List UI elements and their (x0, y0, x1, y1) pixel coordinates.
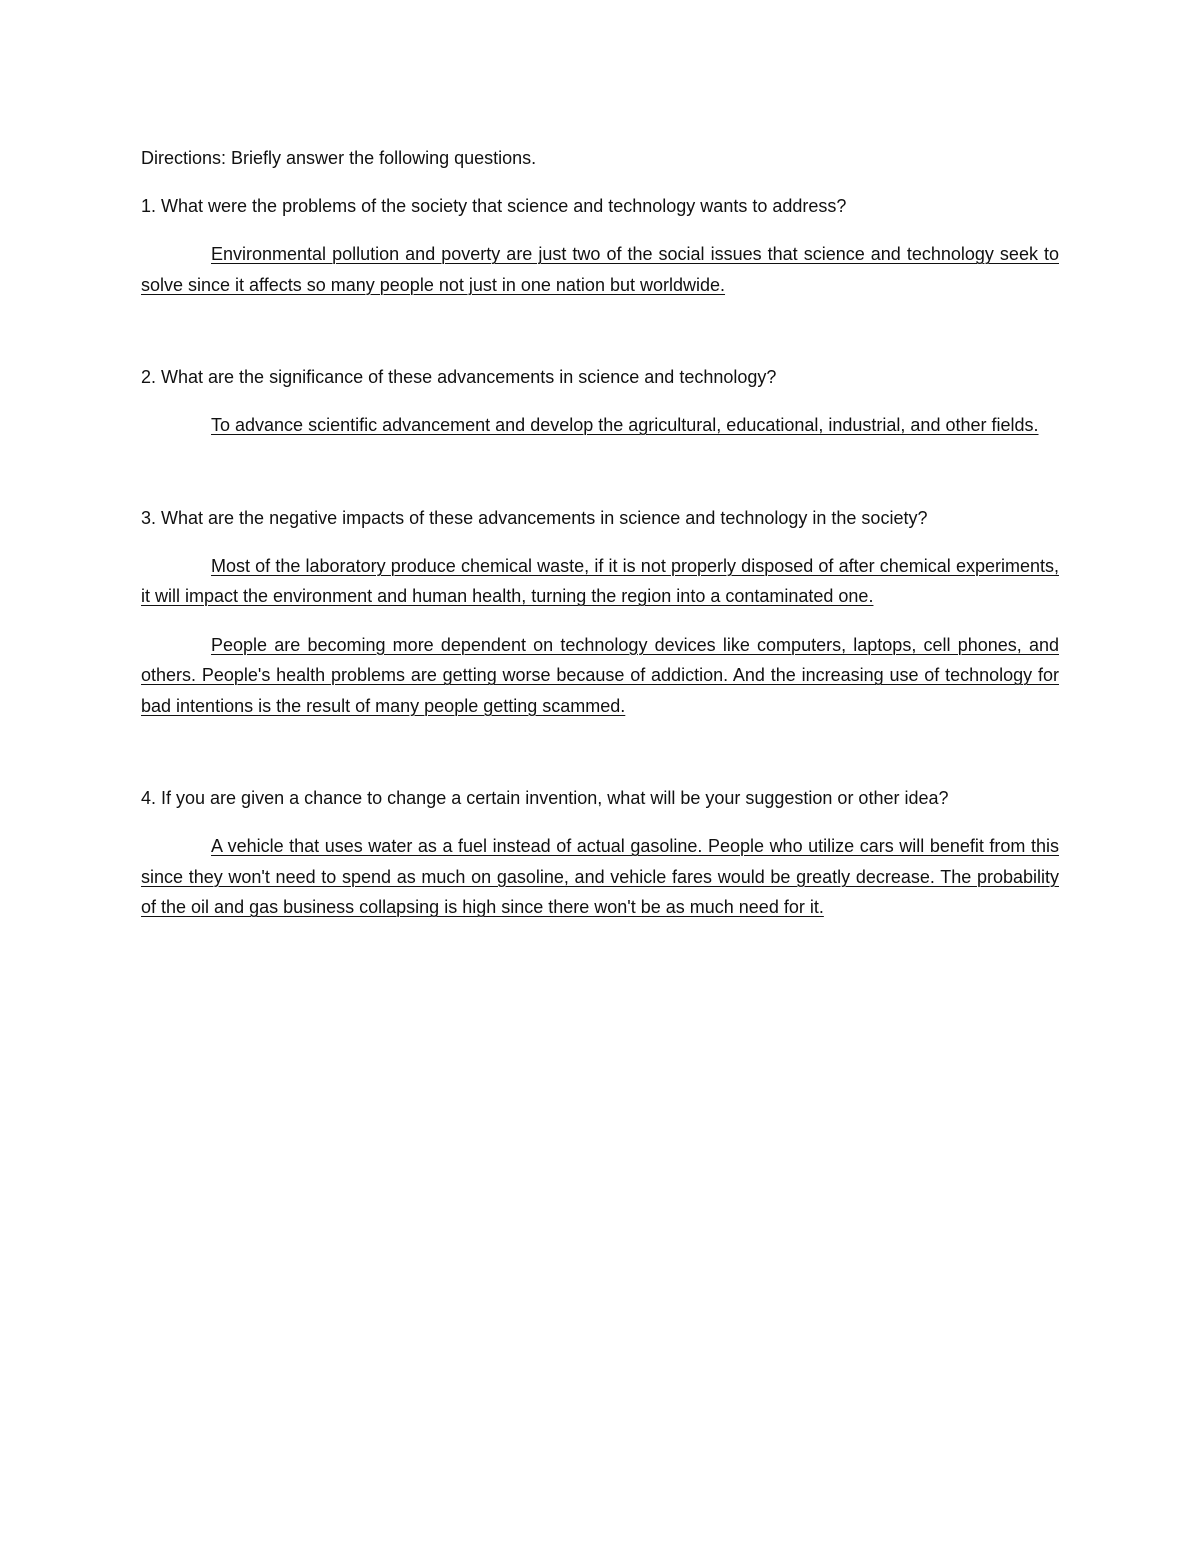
directions-text: Directions: Briefly answer the following questions. (141, 148, 537, 168)
answer-4: A vehicle that uses water as a fuel instead of actual gasoline. People who utilize cars will benefit from this since they won't need to spend as much on gasoline, and vehicle fares would be greatly decrease. The probability of the oil and gas business collapsing is high since there won't be as much need for it. (141, 836, 1059, 917)
question-3: 3. What are the negative impacts of these advancements in science and technology in the society? (141, 507, 928, 528)
question-block-4 (141, 783, 1059, 923)
question-2: 2. What are the significance of these advancements in science and technology? (141, 367, 777, 387)
answer-3b: People are becoming more dependent on technology devices like computers, laptops, cell phones, and others. People's health problems are getting worse because of addiction. And the increasing use of technology for bad intentions is the result of many people getting scammed. (141, 634, 1059, 716)
question-block-2 (141, 362, 1059, 441)
question-block-1 (141, 191, 1059, 300)
answer-2: To advance scientific advancement and develop the agricultural, educational, industrial, and other fields. (211, 415, 1039, 435)
question-block-3 (141, 503, 1059, 722)
answer-3a: Most of the laboratory produce chemical waste, if it is not properly disposed of after chemical experiments, it will impact the environment and human health, turning the region into a contaminated one. (141, 555, 1059, 606)
document-page (141, 143, 1059, 985)
question-4: 4. If you are given a chance to change a certain invention, what will be your suggestion or other idea? (141, 788, 949, 808)
question-1: 1. What were the problems of the society that science and technology wants to address? (141, 196, 847, 216)
answer-1: Environmental pollution and poverty are just two of the social issues that science and technology seek to solve since it affects so many people not just in one nation but worldwide. (141, 244, 1059, 295)
